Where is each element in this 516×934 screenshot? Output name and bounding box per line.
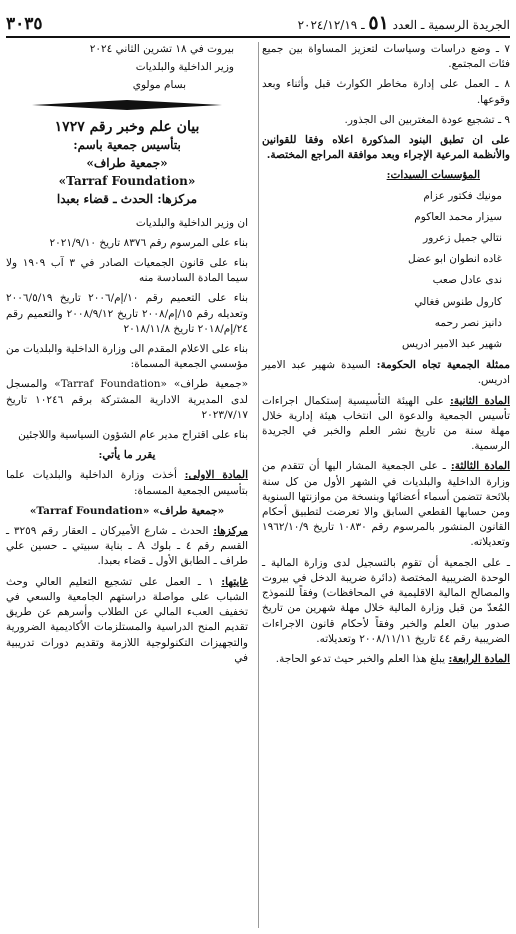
basis-item: بناء على الاعلام المقدم الى وزارة الداخلية والبلديات من مؤسسي الجمعية المسماة: [6, 343, 248, 371]
basis-item: بناء على قانون الجمعيات الصادر في ٣ آب ١٩٠٩ ولا سيما المادة السادسة منه [6, 257, 248, 285]
decides-heading: يقرر ما يأتي: [98, 449, 156, 462]
article-3 [262, 459, 510, 550]
founder-name: غاده انطوان ابو عضل [408, 253, 502, 266]
article-2-text: على الهيئة التأسيسية إستكمال اجراءات تأسيس الجمعية والدعوة الى انتخاب هيئة إدارية خلال مهلة سنة من تاريخ نشر العلم والخبر في الجريدة الرسمية. [262, 394, 510, 453]
association-name-en: «Tarraf Foundation» [58, 174, 196, 189]
headquarters [6, 524, 248, 570]
association-name-ar: «جمعية طراف» [86, 156, 168, 171]
notice-subtitle: بتأسيس جمعية باسم: [73, 137, 181, 152]
list-item: ٨ ـ العمل على إدارة مخاطر الكوارث قبل وأثناء وبعد وقوعها. [262, 78, 510, 106]
rep-text: السيدة شهير عبد الامير ادريس. [262, 359, 510, 387]
left-column [6, 42, 248, 671]
notice-title: بيان علم وخبر رقم ١٧٢٧ [54, 118, 200, 135]
page-header [6, 6, 510, 38]
signature-title: وزير الداخلية والبلديات [135, 61, 234, 74]
right-column [262, 42, 510, 672]
issue-date: ـ ٢٠٢٤/١٢/١٩ [297, 18, 365, 32]
journal-name: الجريدة الرسمية ـ العدد [392, 18, 510, 32]
article-4 [262, 652, 510, 667]
article-3-label: المادة الثالثة: [450, 460, 510, 473]
article-4-label: المادة الرابعة: [448, 652, 510, 665]
article-2 [262, 394, 510, 455]
basis-item: «جمعية طراف» «Tarraf Foundation» والمسجل لدى المديرية الادارية المشتركة برقم ١٠٢٤٦ تاريخ ٢٠٢٣/٧/١٧ [6, 378, 248, 421]
issue-number: ٥١ [368, 12, 389, 34]
goals-text: ١ ـ العمل على تشجيع التعليم العالي وحث الشباب على مواصلة دراستهم الجامعية والسعي في تخفيف العبء المالي عن الطلاب وأسرهم عن طريق تقديم المنح الدراسية والمستلزمات الأكاديمية الضرورية والتجهيزات التكنولوجية اللازمة وتقديم دورات تدريبية في [6, 575, 248, 664]
article-1-text: أخذت وزارة الداخلية والبلديات علما بتأسيس الجمعية المسماة: [6, 469, 248, 497]
journal-title [298, 12, 510, 34]
founder-name: ندى عادل صعب [432, 274, 502, 287]
hq-text: الحدث ـ شارع الأميركان ـ العقار رقم ٣٢٥٩ ـ القسم رقم ٤ ـ بلوك A ـ بناية سبيتي ـ حسين علي طراف ـ الطابق الأول ـ قضاء بعبدا. [6, 525, 248, 568]
founder-name: شهير عبد الامير ادريس [401, 338, 502, 351]
column-divider [258, 42, 259, 928]
founder-name: كارول طنوس فغالي [414, 295, 502, 308]
founder-name: مونيك فكتور عزام [423, 189, 502, 202]
minister-line: ان وزير الداخلية والبلديات [135, 216, 248, 229]
article-1-label: المادة الاولى: [184, 469, 248, 482]
signature-name: بسام مولوي [132, 79, 186, 92]
list-item: ٩ ـ تشجيع عودة المغتربين الى الجذور. [344, 113, 510, 126]
article-2-label: المادة الثانية: [449, 394, 510, 407]
founder-name: دانيز نصر رحمه [434, 316, 502, 329]
basis-item: بناء على اقتراح مدير عام الشؤون السياسية واللاجئين [18, 429, 248, 442]
page-number: ٣٠٣٥ [6, 14, 43, 34]
compliance-clause: على ان تطبق البنود المذكورة اعلاه وفقا للقوانين والأنظمة المرعية الإجراء وبعد موافقة المراجع المختصة. [262, 134, 510, 162]
signature-place-date: بيروت في ١٨ تشرين الثاني ٢٠٢٤ [89, 43, 234, 55]
association-hq: مركزها: الحدث ـ قضاء بعبدا [56, 192, 198, 207]
article-4-text: يبلغ هذا العلم والخبر حيث تدعو الحاجة. [275, 652, 446, 665]
goals [6, 575, 248, 666]
article-3-text: ـ على الجمعية المشار اليها أن تتقدم من وزارة الداخلية والبلديات في الشهر الأول من كل سنة بلائحة تتضمن أسماء أعضائها وبنسخة من موازنتها السنوية ومن حسابها القطعي السابق والا تعرضت لتطبيق أحكام القانون المنشور بالمرسوم رقم ١٠٨٣٠ تاريخ ١٩٦٢/١٠/٩ وتعديلاته. [262, 460, 510, 549]
section-separator-icon [6, 98, 248, 112]
article-3-tax: ـ على الجمعية أن تقوم بالتسجيل لدى وزارة المالية ـ الوحدة الضريبية المختصة (دائرة ضريبة الدخل في بيروت والمصالح المالية الاقليمية في المحافظات) وفقاً للنموذج المُعدّ من قبل وزارة المالية خلال مهلة شهرين من تاريخ صدور بيان العلم والخبر وفقاً لأحكام قانون الاجراءات الضريبية رقم ٤٤ تاريخ ٢٠٠٨/١١/١١ وتعديلاته. [262, 556, 510, 645]
founders-title: المؤسسات السيدات: [386, 169, 480, 182]
hq-label: مركزها: [213, 525, 249, 538]
basis-item: بناء على المرسوم رقم ٨٣٧٦ تاريخ ٢٠٢١/٩/١٠ [49, 236, 248, 249]
government-representative [262, 358, 510, 388]
founder-name: سيزار محمد العاكوم [414, 210, 502, 223]
basis-item: بناء على التعميم رقم ١٠/إم/٢٠٠٦ تاريخ ٢٠٠٦/٥/١٩ وتعديله رقم ١٥/إم/٢٠٠٨ تاريخ ٢٠٠٨/٩/١٢ والتعميم رقم ٢٤/إم/٢٠١٨ تاريخ ٢٠١٨/١١/٨ [6, 292, 248, 335]
association-full-name: «جمعية طراف» «Tarraf Foundation» [29, 504, 225, 517]
goals-label: غايتها: [221, 575, 248, 588]
list-item: ٧ ـ وضع دراسات وسياسات لتعزيز المساواة بين جميع فئات المجتمع. [262, 43, 510, 71]
article-1 [6, 468, 248, 498]
founder-name: نتالي جميل زعرور [423, 232, 502, 245]
rep-label: ممثلة الجمعية تجاه الحكومة: [376, 359, 510, 372]
